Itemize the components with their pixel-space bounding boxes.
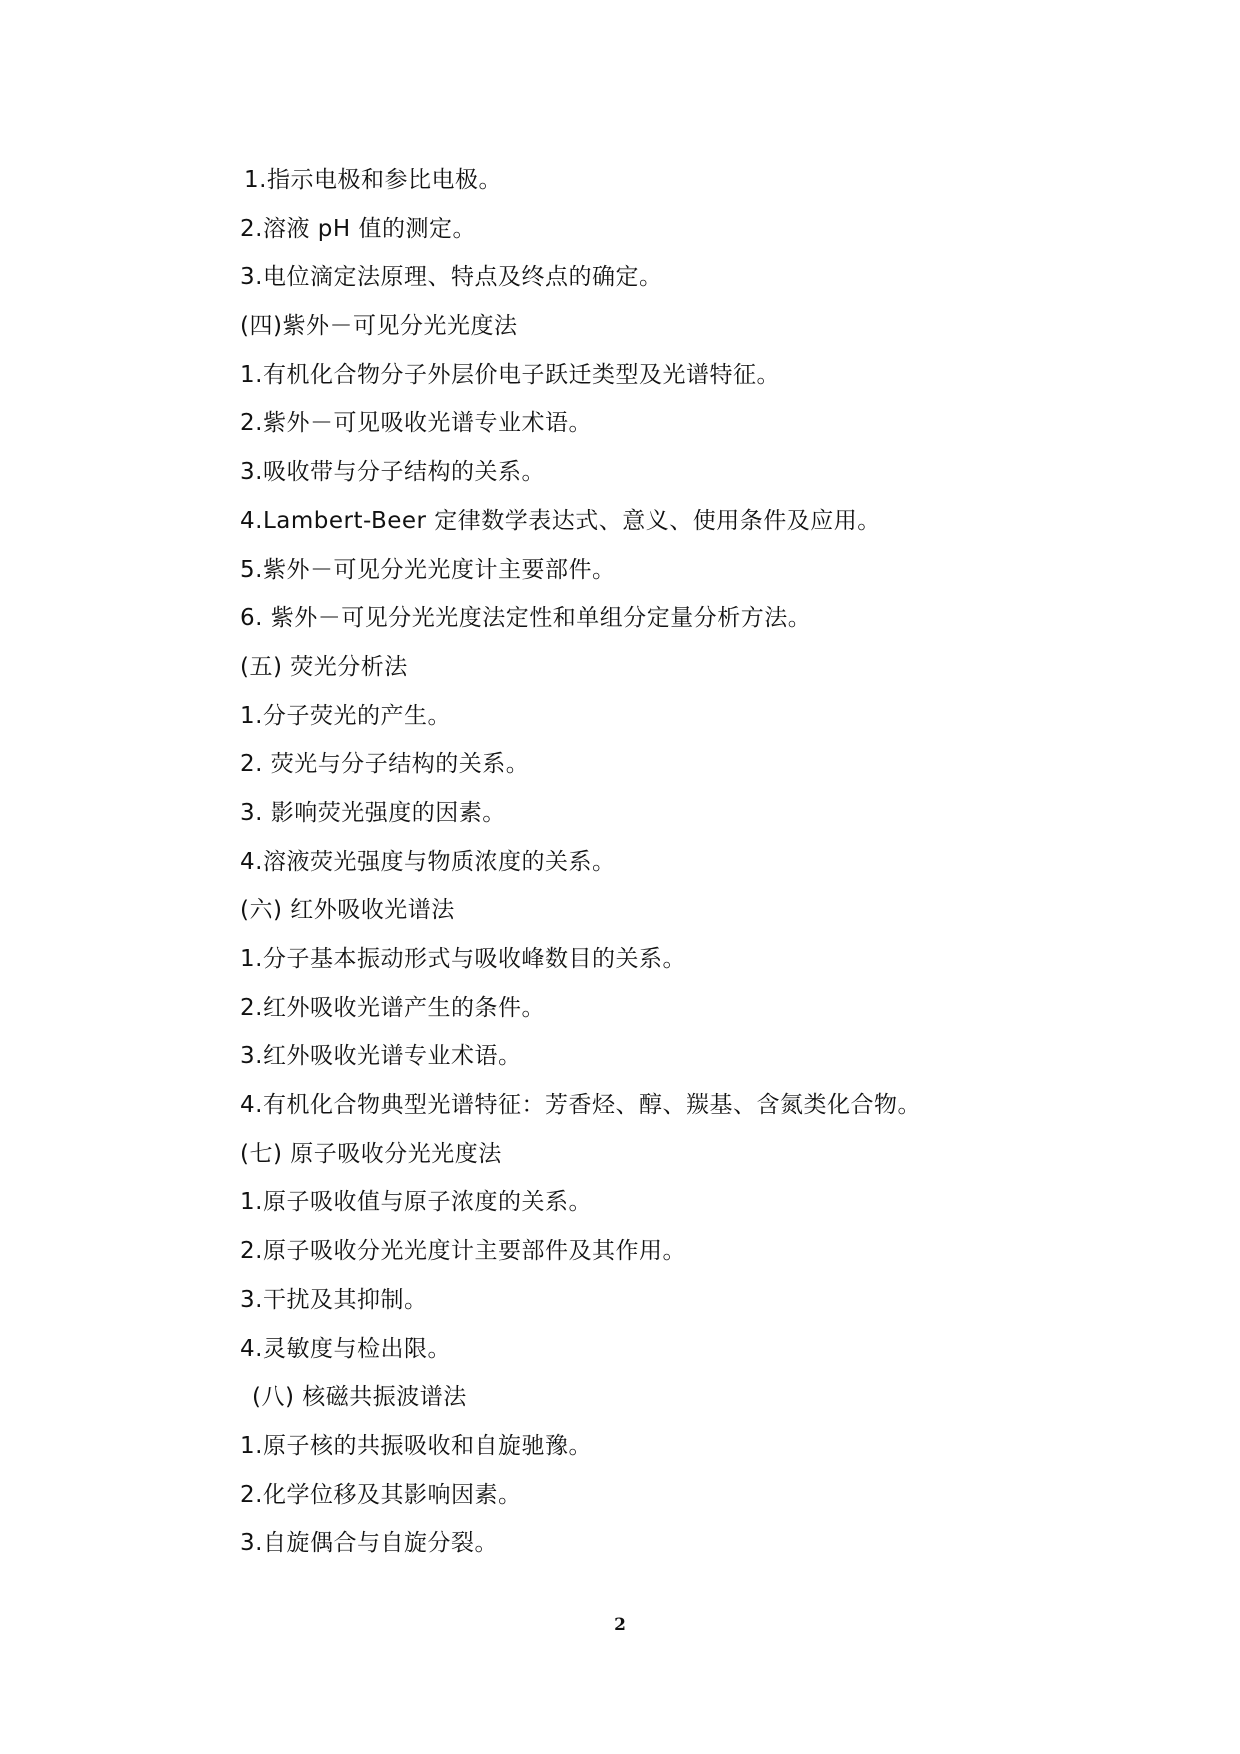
- section-heading: (四)紫外－可见分光光度法: [240, 313, 518, 340]
- list-item: 3. 影响荧光强度的因素。: [240, 799, 506, 826]
- list-item: 4.有机化合物典型光谱特征：芳香烃、醇、羰基、含氮类化合物。: [240, 1092, 921, 1119]
- list-item: 4.灵敏度与检出限。: [240, 1335, 451, 1362]
- list-item: 1.原子核的共振吸收和自旋驰豫。: [240, 1432, 592, 1459]
- list-item: 2.紫外－可见吸收光谱专业术语。: [240, 410, 592, 437]
- section-heading: (七) 原子吸收分光光度法: [240, 1140, 502, 1167]
- list-item: 2.红外吸收光谱产生的条件。: [240, 994, 545, 1021]
- page-number: 2: [614, 1615, 626, 1635]
- list-item: 4.Lambert-Beer 定律数学表达式、意义、使用条件及应用。: [240, 507, 881, 534]
- list-item: 1.指示电极和参比电极。: [244, 167, 502, 193]
- list-item: 3.电位滴定法原理、特点及终点的确定。: [240, 264, 663, 291]
- list-item: 3.干扰及其抑制。: [240, 1286, 428, 1313]
- list-item: 3.红外吸收光谱专业术语。: [240, 1043, 522, 1070]
- section-heading: (五) 荧光分析法: [240, 653, 408, 680]
- list-item: 1.有机化合物分子外层价电子跃迁类型及光谱特征。: [240, 361, 780, 388]
- list-item: 3.自旋偶合与自旋分裂。: [240, 1530, 498, 1557]
- list-item: 3.吸收带与分子结构的关系。: [240, 459, 545, 486]
- section-heading: (八) 核磁共振波谱法: [252, 1384, 467, 1411]
- list-item: 5.紫外－可见分光光度计主要部件。: [240, 556, 616, 583]
- list-item: 6. 紫外－可见分光光度法定性和单组分定量分析方法。: [240, 605, 812, 632]
- list-item: 1.分子基本振动形式与吸收峰数目的关系。: [240, 946, 686, 972]
- list-item: 2.原子吸收分光光度计主要部件及其作用。: [240, 1238, 686, 1265]
- section-heading: (六) 红外吸收光谱法: [240, 897, 455, 924]
- list-item: 1.分子荧光的产生。: [240, 702, 451, 729]
- list-item: 2.化学位移及其影响因素。: [240, 1481, 522, 1508]
- list-item: 2. 荧光与分子结构的关系。: [240, 751, 530, 778]
- content-lines: [240, 156, 1140, 1568]
- list-item: 2.溶液 pH 值的测定。: [240, 215, 476, 242]
- list-item: 4.溶液荧光强度与物质浓度的关系。: [240, 848, 616, 875]
- list-item: 1.原子吸收值与原子浓度的关系。: [240, 1189, 592, 1216]
